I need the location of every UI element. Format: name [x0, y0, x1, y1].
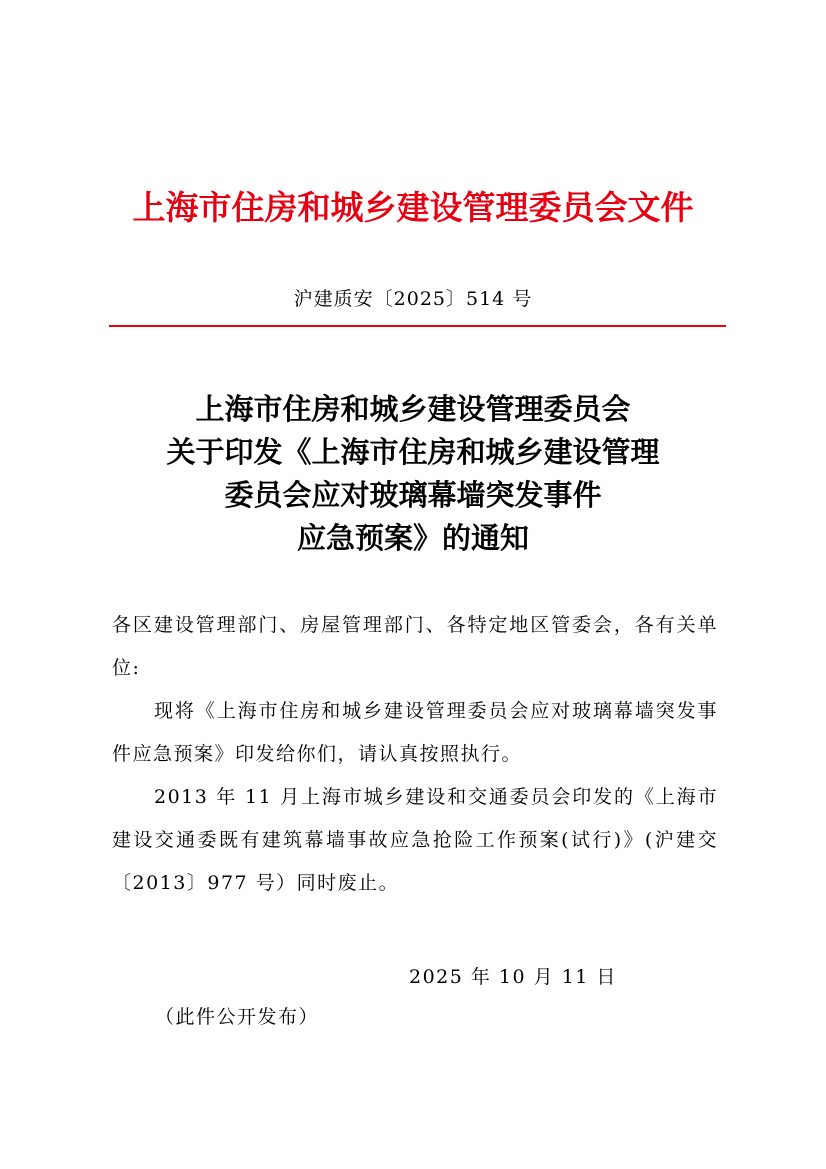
notice-title — [0, 388, 826, 560]
red-divider-line — [109, 325, 726, 327]
issue-date: 2025 年 10 月 11 日 — [409, 966, 617, 988]
issuing-authority-header: 上海市住房和城乡建设管理委员会文件 — [132, 188, 694, 227]
body-paragraph-repeal: 2013 年 11 月上海市城乡建设和交通委员会印发的《上海市建设交通委既有建筑幕墙事故应急抢险工作预案(试行)》(沪建交〔2013〕977 号）同时废止。 — [112, 786, 718, 894]
title-line-3: 委员会应对玻璃幕墙突发事件 — [224, 478, 602, 512]
document-number: 沪建质安〔2025〕514 号 — [293, 288, 533, 310]
disclosure-note: （此件公开发布） — [155, 1006, 320, 1028]
title-line-2: 关于印发《上海市住房和城乡建设管理 — [166, 435, 660, 469]
body-paragraph-issuance: 现将《上海市住房和城乡建设管理委员会应对玻璃幕墙突发事件应急预案》印发给你们，请认真按照执行。 — [112, 700, 718, 765]
addressee-paragraph: 各区建设管理部门、房屋管理部门、各特定地区管委会，各有关单位: — [112, 614, 718, 679]
title-line-1: 上海市住房和城乡建设管理委员会 — [195, 392, 631, 426]
title-line-4: 应急预案》的通知 — [296, 521, 529, 555]
